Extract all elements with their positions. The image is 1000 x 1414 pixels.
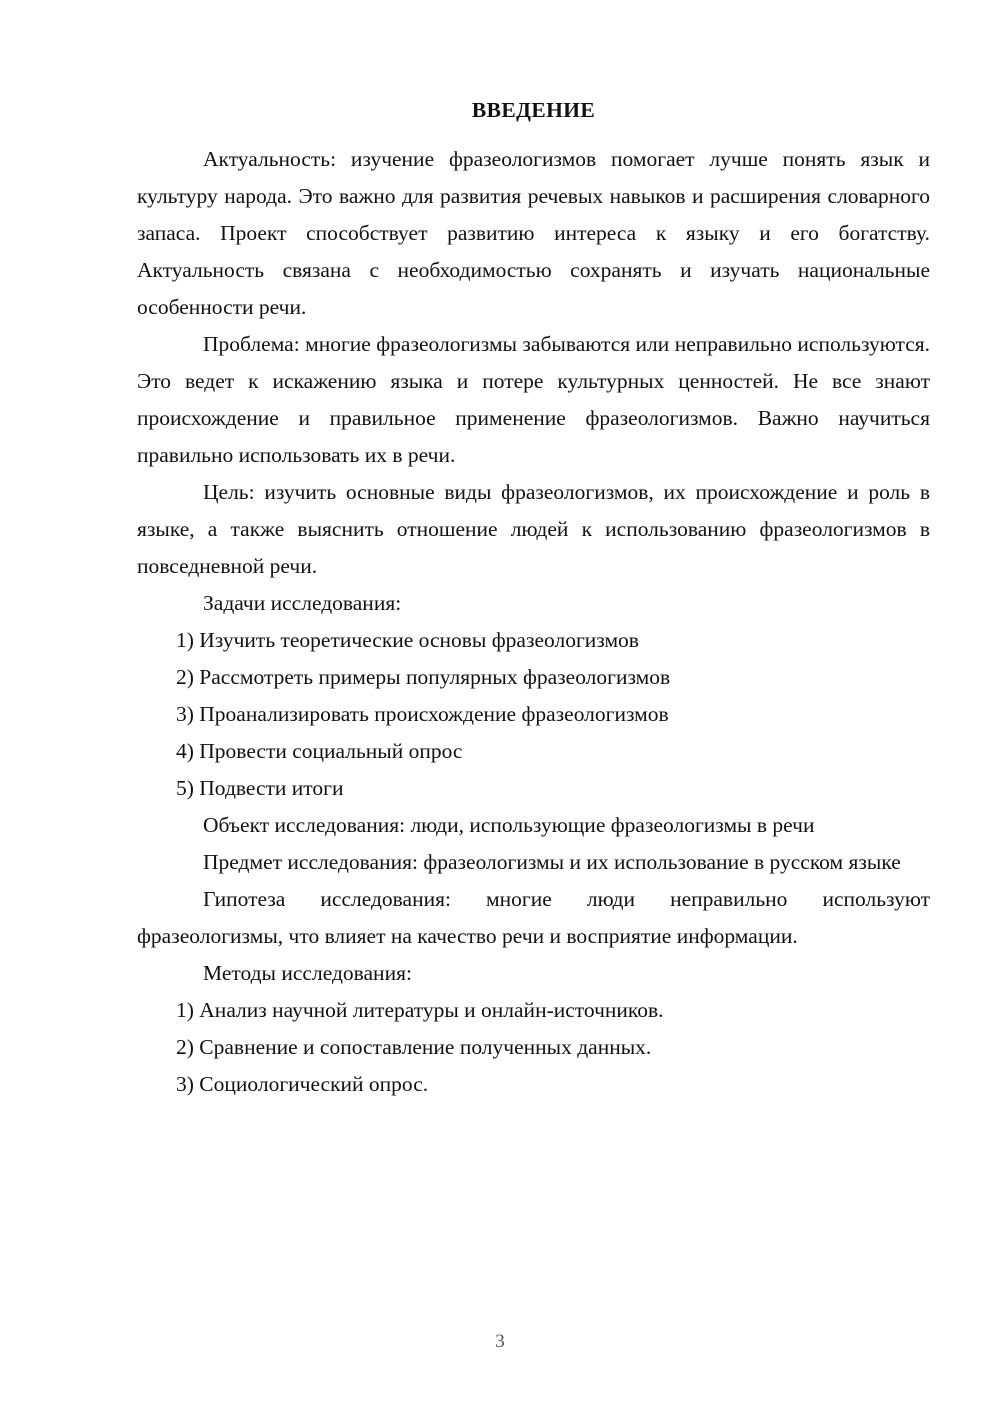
- document-body: [137, 141, 930, 1103]
- list-item: 2) Рассмотреть примеры популярных фразеологизмов: [176, 665, 671, 689]
- list-item: 2) Сравнение и сопоставление полученных данных.: [176, 1035, 652, 1059]
- list-item: 3) Проанализировать происхождение фразеологизмов: [176, 702, 669, 726]
- paragraph-subject: Предмет исследования: фразеологизмы и их использование в русском языке: [203, 850, 901, 874]
- paragraph-goal: Цель: изучить основные виды фразеологизмов, их происхождение и роль в языке, а также выяснить отношение людей к использованию фразеологизмов в повседневной речи.: [137, 480, 930, 578]
- heading-tasks: Задачи исследования:: [203, 591, 402, 615]
- page-title: ВВЕДЕНИЕ: [471, 98, 596, 122]
- list-item: 1) Изучить теоретические основы фразеологизмов: [176, 628, 639, 652]
- paragraph-object: Объект исследования: люди, использующие фразеологизмы в речи: [203, 813, 815, 837]
- paragraph-hypothesis: Гипотеза исследования: многие люди неправильно используют фразеологизмы, что влияет на качество речи и восприятие информации.: [137, 887, 930, 948]
- document-content-column: [137, 0, 930, 1103]
- list-item: 3) Социологический опрос.: [176, 1072, 429, 1096]
- list-item: 1) Анализ научной литературы и онлайн-источников.: [176, 998, 664, 1022]
- paragraph-relevance: Актуальность: изучение фразеологизмов помогает лучше понять язык и культуру народа. Это важно для развития речевых навыков и расширения словарного запаса. Проект способствует развитию интереса к языку и его богатству. Актуальность связана с необходимостью сохранять и изучать национальные особенности речи.: [137, 147, 930, 319]
- heading-methods: Методы исследования:: [203, 961, 412, 985]
- list-item: 4) Провести социальный опрос: [176, 739, 463, 763]
- page-number: 3: [495, 1331, 505, 1352]
- paragraph-problem: Проблема: многие фразеологизмы забываются или неправильно используются. Это ведет к искажению языка и потере культурных ценностей. Не все знают происхождение и правильное применение фразеологизмов. Важно научиться правильно использовать их в речи.: [137, 332, 930, 467]
- list-item: 5) Подвести итоги: [176, 776, 344, 800]
